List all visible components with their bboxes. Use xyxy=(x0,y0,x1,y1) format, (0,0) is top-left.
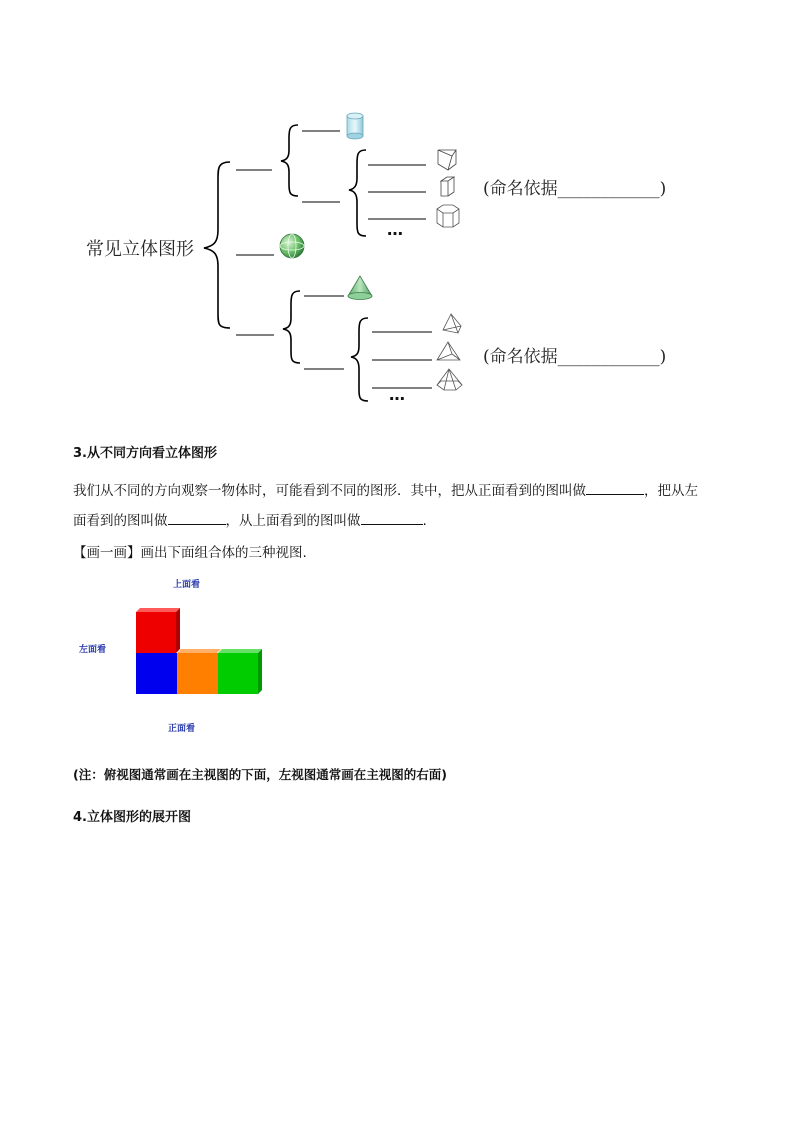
solid-classification-diagram xyxy=(0,0,794,420)
rectangular-prism-icon xyxy=(441,177,454,196)
section-3-paragraph-line-2 xyxy=(73,509,427,529)
lower-brace xyxy=(283,291,300,363)
cube-bottom-left xyxy=(136,653,177,694)
cylinder-icon xyxy=(347,113,363,139)
section-4-heading: 4.立体图形的展开图 xyxy=(73,810,191,825)
upper-brace xyxy=(281,125,298,196)
paragraph-text: . xyxy=(422,513,427,529)
cone-icon xyxy=(348,276,372,300)
prism-brace xyxy=(349,150,366,236)
naming-basis-prisms: (命名依据____________) xyxy=(483,179,667,199)
cube-bottom-right xyxy=(218,649,262,694)
square-pyramid-icon xyxy=(437,342,460,360)
cube-top-face xyxy=(136,612,176,653)
cube-bottom-middle xyxy=(177,649,221,694)
draw-prompt: 【画一画】画出下面组合体的三种视图. xyxy=(73,545,307,561)
paragraph-text: 我们从不同的方向观察一物体时，可能看到不同的图形．其中，把从正面看到的图叫做 xyxy=(73,483,586,499)
section-3-paragraph-line-1 xyxy=(73,479,698,499)
naming-basis-pyramids: (命名依据____________) xyxy=(483,347,667,367)
hexagonal-prism-icon xyxy=(437,205,459,227)
blank-left-view[interactable] xyxy=(168,510,226,525)
cube-top xyxy=(136,608,180,653)
label-front-view: 正面看 xyxy=(168,724,196,734)
paragraph-text: 面看到的图叫做 xyxy=(73,513,168,529)
combination-solid-figure xyxy=(130,604,270,698)
sphere-icon xyxy=(280,234,304,258)
triangular-prism-icon xyxy=(438,150,456,170)
root-label: 常见立体图形 xyxy=(86,239,194,260)
root-brace xyxy=(204,162,230,328)
pentagonal-pyramid-icon xyxy=(437,369,462,390)
paragraph-text: ，把从左 xyxy=(644,483,698,499)
blank-top-view[interactable] xyxy=(361,510,423,525)
pyramid-brace xyxy=(351,318,368,401)
label-left-view: 左面看 xyxy=(79,645,107,655)
note: (注：俯视图通常画在主视图的下面，左视图通常画在主视图的右面) xyxy=(73,767,447,782)
paragraph-text: ，从上面看到的图叫做 xyxy=(225,513,361,529)
section-3-heading: 3.从不同方向看立体图形 xyxy=(73,446,217,461)
ellipsis-pyramids: … xyxy=(389,385,406,404)
label-top-view: 上面看 xyxy=(173,580,201,590)
blank-front-view[interactable] xyxy=(586,480,644,495)
ellipsis-prisms: … xyxy=(387,220,404,239)
triangular-pyramid-icon xyxy=(443,314,461,333)
